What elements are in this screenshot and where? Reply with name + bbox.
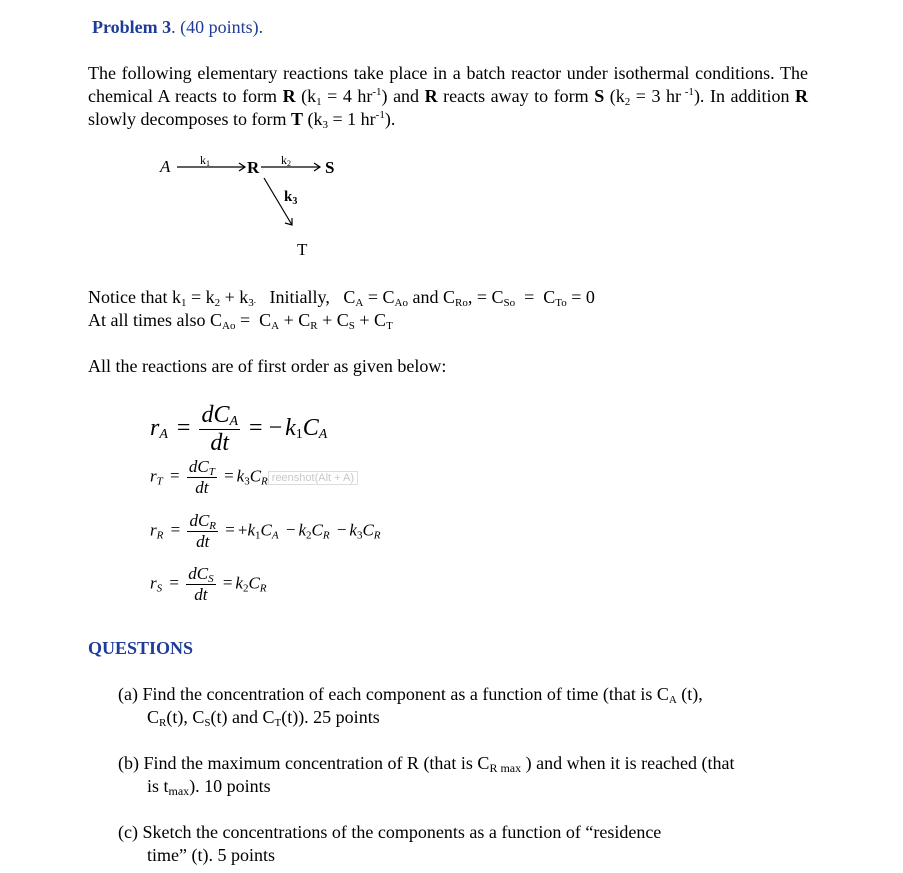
notice-text: +	[279, 310, 299, 330]
equation-rr	[150, 511, 381, 552]
notice-text: =	[235, 310, 255, 330]
c-letter: C	[259, 310, 272, 330]
denominator: dt	[194, 585, 208, 604]
c-letter: C	[248, 573, 260, 593]
c-letter: C	[311, 520, 323, 540]
k-letter: k	[235, 573, 243, 593]
subscript: 3	[244, 475, 250, 488]
question-a-line-2	[118, 706, 818, 729]
subscript: S	[156, 582, 163, 595]
numerator	[187, 457, 217, 478]
c-letter: C	[302, 415, 319, 442]
equals: =	[222, 573, 233, 593]
subscript: 2	[305, 529, 312, 542]
numerator	[187, 511, 218, 532]
problem-title	[92, 17, 263, 38]
scheme-species-r: R	[247, 158, 260, 177]
subscript: R	[310, 320, 318, 332]
k-letter: k	[298, 520, 306, 540]
species-s: S	[594, 86, 605, 106]
equation-rt	[150, 457, 358, 498]
c-letter: C	[260, 520, 272, 540]
species-r: R	[795, 86, 809, 106]
c-letter: C	[196, 564, 209, 583]
subscript: 1	[180, 297, 187, 309]
problem-label: Problem 3	[92, 17, 172, 37]
denominator: dt	[196, 532, 210, 551]
c-letter: C	[343, 287, 356, 307]
notice-line-2	[88, 310, 393, 331]
c-letter: C	[197, 511, 210, 530]
subscript: A	[159, 427, 168, 443]
question-c	[118, 821, 758, 867]
fraction	[187, 457, 217, 498]
scheme-species-s: S	[325, 158, 335, 177]
question-b	[118, 752, 818, 798]
subscript: T	[156, 475, 163, 488]
minus: −	[268, 415, 283, 442]
d-letter: d	[201, 402, 214, 428]
subscript: 1	[316, 96, 322, 108]
question-text: (t),	[676, 684, 703, 704]
intro-text: ) and	[381, 86, 425, 106]
question-text: ) and when it is reached (that	[521, 753, 735, 773]
intro-text: = 4 hr	[321, 86, 373, 106]
c-letter: C	[213, 402, 230, 428]
question-text: (t)). 25 points	[281, 707, 380, 727]
intro-text: ). In addition	[693, 86, 796, 106]
question-text: ). 10 points	[189, 776, 271, 796]
rate-symbol: r	[150, 466, 157, 486]
superscript: -1	[680, 86, 694, 98]
subscript: S	[204, 717, 211, 729]
k-letter: k	[284, 189, 293, 205]
question-a-line-1	[118, 684, 703, 704]
d-letter: d	[189, 511, 198, 530]
c-letter: C	[298, 310, 311, 330]
intro-text: slowly decomposes to form	[88, 109, 291, 129]
rate-label-k1	[200, 153, 210, 168]
subscript: R	[259, 582, 267, 595]
denominator: dt	[210, 430, 230, 456]
subscript: To	[555, 297, 567, 309]
minus: −	[285, 520, 296, 540]
screenshot-watermark: reenshot(Alt + A)	[268, 471, 358, 485]
c-letter: C	[209, 310, 222, 330]
equals: =	[170, 466, 180, 486]
intro-text: reacts away to form	[437, 86, 595, 106]
numerator	[199, 402, 240, 430]
subscript: S	[208, 573, 214, 585]
subscript: S	[348, 320, 355, 332]
equals: =	[176, 415, 191, 442]
minus: −	[336, 520, 347, 540]
species-r: R	[282, 86, 296, 106]
fraction	[199, 402, 240, 457]
subscript: T	[208, 466, 215, 478]
subscript: A	[229, 414, 239, 429]
subscript: A	[355, 297, 364, 309]
k-letter: k	[281, 153, 287, 167]
subscript: T	[274, 717, 282, 729]
subscript: 2	[214, 297, 221, 309]
c-letter: C	[362, 520, 374, 540]
denominator: dt	[195, 478, 209, 497]
subscript: R max	[489, 761, 522, 775]
k-letter: k	[239, 287, 249, 307]
k-letter: k	[200, 153, 206, 167]
equals: =	[249, 415, 263, 442]
c-letter: C	[374, 310, 387, 330]
d-letter: d	[188, 564, 197, 583]
rate-symbol: r	[150, 415, 160, 442]
k-letter: k	[171, 287, 181, 307]
problem-points: . (40 points).	[171, 17, 264, 37]
subscript: R	[322, 529, 330, 542]
notice-text: and	[407, 287, 443, 307]
subscript: A	[318, 427, 328, 443]
rate-label-k2	[281, 153, 291, 168]
question-text: (t) and C	[210, 707, 275, 727]
question-b-line-1	[118, 753, 735, 773]
equation-ra	[150, 402, 327, 457]
c-letter: C	[382, 287, 395, 307]
equals: =	[224, 466, 234, 486]
species-t: T	[290, 109, 303, 129]
k-letter: k	[236, 466, 245, 486]
intro-paragraph	[88, 62, 808, 131]
notice-text: =	[363, 287, 383, 307]
subscript: Ao	[394, 297, 408, 309]
rate-symbol: r	[150, 520, 157, 540]
subscript: So	[503, 297, 516, 309]
subscript: max	[168, 784, 190, 798]
question-c-line-2: time” (t). 5 points	[147, 845, 275, 865]
equals: =	[225, 520, 235, 540]
subscript: T	[386, 320, 393, 332]
c-letter: C	[147, 707, 160, 727]
intro-text: = 3 hr	[630, 86, 681, 106]
subscript: 3	[248, 297, 254, 309]
scheme-species-t: T	[297, 240, 308, 259]
subscript: 2	[242, 582, 249, 595]
subscript: R	[373, 529, 381, 542]
notice-text: +	[220, 287, 240, 307]
plus: +	[237, 520, 248, 540]
intro-text: = 1 hr	[328, 109, 376, 129]
subscript: Ro	[454, 297, 468, 309]
subscript: Ao	[222, 320, 236, 332]
intro-text: (k	[604, 86, 625, 106]
question-c-line-1: (c) Sketch the concentrations of the components as a function of “residence	[118, 822, 662, 842]
notice-text: At all times also	[88, 310, 210, 330]
intro-text: (k	[303, 109, 323, 129]
equation-rs	[150, 564, 267, 605]
subscript: R	[156, 529, 164, 542]
question-a	[118, 683, 818, 729]
k-letter: k	[349, 520, 357, 540]
c-letter: C	[336, 310, 349, 330]
subscript: A	[668, 694, 677, 706]
d-letter: d	[188, 457, 198, 476]
c-letter: C	[491, 287, 504, 307]
subscript: 2	[624, 96, 631, 108]
k-letter: k	[247, 520, 256, 540]
subscript: 3	[356, 529, 363, 542]
notice-text: =	[186, 287, 206, 307]
intro-text: The following elementary reactions take place in a batch reactor under isothermal conditions. The chemical A reacts to form	[88, 63, 808, 106]
notice-text: =	[519, 287, 539, 307]
question-text: (b) Find the maximum concentration of R (that is C	[118, 753, 490, 773]
equals: =	[169, 573, 179, 593]
rate-symbol: r	[150, 573, 157, 593]
notice-text: +	[354, 310, 375, 330]
subscript: R	[261, 475, 268, 488]
first-order-text: All the reactions are of first order as given below:	[88, 356, 447, 376]
superscript: -1	[372, 86, 382, 98]
k1-sub: 1	[206, 159, 210, 168]
reaction-scheme	[150, 150, 370, 265]
question-text: (a) Find the concentration of each component as a function of time (that is C	[118, 684, 669, 704]
subscript: R	[209, 520, 217, 532]
subscript: 1	[255, 529, 261, 542]
species-r: R	[424, 86, 438, 106]
fraction	[186, 564, 215, 605]
c-letter: C	[543, 287, 556, 307]
k3-sub: 3	[292, 196, 298, 207]
notice-text: +	[317, 310, 337, 330]
notice-text: Initially,	[269, 287, 335, 307]
subscript: A	[271, 320, 280, 332]
questions-heading: QUESTIONS	[88, 638, 194, 658]
c-letter: C	[442, 287, 455, 307]
notice-text: = 0	[566, 287, 595, 307]
intro-text: (k	[295, 86, 317, 106]
c-letter: C	[249, 466, 262, 486]
superscript: -1	[375, 109, 385, 121]
subscript: 1	[295, 427, 303, 443]
notice-text: .	[253, 295, 257, 305]
c-letter: C	[197, 457, 209, 476]
intro-text: ).	[384, 109, 396, 129]
question-text: is t	[147, 776, 169, 796]
subscript: 3	[322, 119, 328, 131]
scheme-species-a: A	[160, 157, 171, 176]
rate-label-k3	[284, 189, 297, 207]
k-letter: k	[205, 287, 215, 307]
subscript: A	[271, 529, 279, 542]
question-text: (t), C	[166, 707, 205, 727]
question-b-line-2	[118, 775, 818, 798]
notice-text: , =	[467, 287, 492, 307]
k-letter: k	[285, 415, 296, 442]
fraction	[187, 511, 218, 552]
subscript: R	[159, 717, 167, 729]
equals: =	[170, 520, 181, 540]
k2-sub: 2	[287, 159, 291, 168]
numerator	[186, 564, 215, 585]
notice-text: Notice that	[88, 287, 172, 307]
notice-line-1	[88, 287, 595, 308]
